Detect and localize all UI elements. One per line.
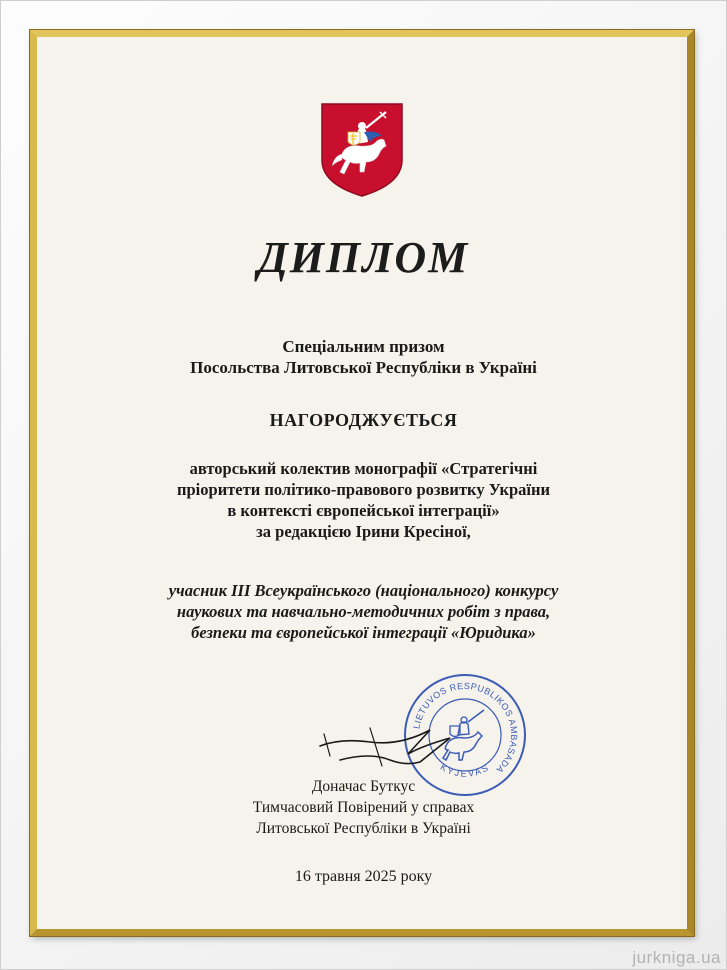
signer-position: Тимчасовий Повірений у справах <box>252 799 475 816</box>
prize-block <box>0 336 727 378</box>
signer-organization: Литовської Республіки в Україні <box>256 820 471 837</box>
prize-line-2: Посольства Литовської Республіки в Україні <box>190 358 537 377</box>
recipient-line-3: в контексті європейської інтеграції» <box>227 501 500 520</box>
recipient-block <box>0 458 727 542</box>
coat-of-arms-icon <box>320 102 404 198</box>
stamp-text: LIETUVOS RESPUBLIKOS AMBASADA <box>411 680 520 776</box>
signature <box>310 716 460 774</box>
issue-date: 16 травня 2025 року <box>294 868 433 885</box>
recipient-line-1: авторський колектив монографії «Стратегічні <box>189 459 538 478</box>
stamp-city: KYJEVAS <box>438 761 492 779</box>
recipient-line-2: пріоритети політико-правового розвитку України <box>177 480 550 499</box>
diploma-title: ДИПЛОМ <box>257 233 470 282</box>
recipient-line-4: за редакцією Ірини Кресіної, <box>256 522 471 541</box>
participant-line-3: безпеки та європейської інтеграції «Юридика» <box>191 623 536 642</box>
participant-line-1: учасник ІІІ Всеукраїнського (національного) конкурсу <box>168 581 559 600</box>
watermark: jurkniga.ua <box>632 948 721 967</box>
prize-line-1: Спеціальним призом <box>282 337 445 356</box>
participant-line-2: наукових та навчально-методичних робіт з права, <box>176 602 551 621</box>
award-heading: НАГОРОДЖУЄТЬСЯ <box>269 410 458 430</box>
participant-block <box>0 580 727 643</box>
signer-name: Доначас Буткус <box>311 778 416 795</box>
signer-block <box>0 776 727 839</box>
